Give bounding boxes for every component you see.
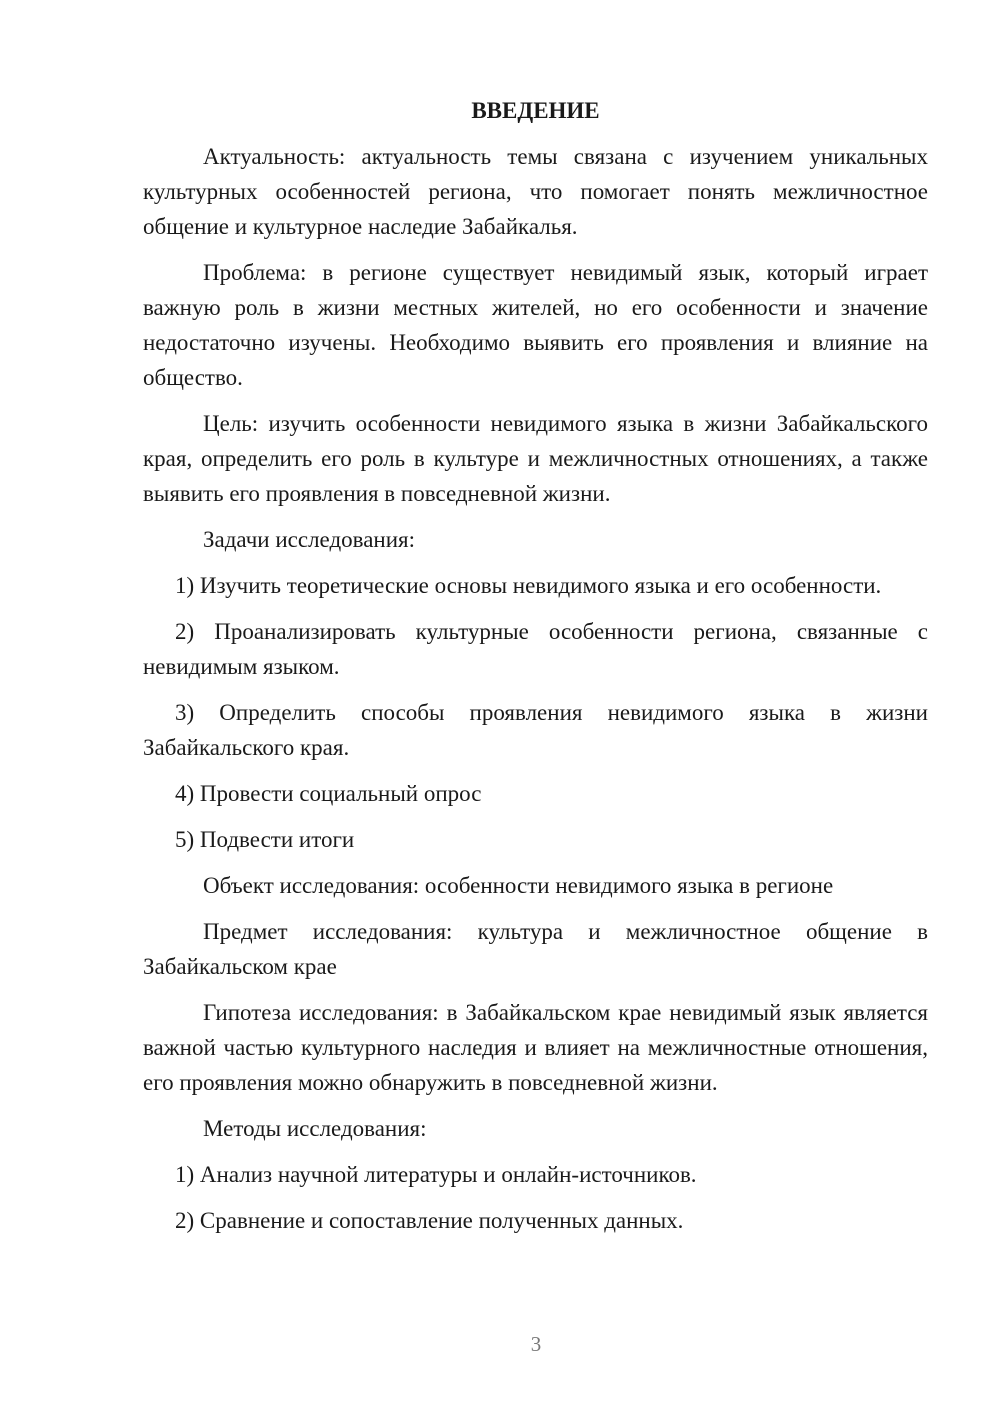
- list-item: 2) Проанализировать культурные особенности региона, связанные с невидимым языком.: [143, 619, 928, 679]
- tasks-list: [143, 568, 928, 857]
- relevance-paragraph: Актуальность: актуальность темы связана с изучением уникальных культурных особенностей региона, что помогает понять межличностное общение и культурное наследие Забайкалья.: [143, 144, 928, 239]
- tasks-title: Задачи исследования:: [203, 527, 416, 552]
- list-item: 3) Определить способы проявления невидимого языка в жизни Забайкальского края.: [143, 700, 928, 760]
- list-item: 2) Сравнение и сопоставление полученных данных.: [175, 1208, 684, 1233]
- page-number: 3: [530, 1332, 542, 1356]
- list-item: 1) Изучить теоретические основы невидимого языка и его особенности.: [175, 573, 882, 598]
- section-heading: ВВЕДЕНИЕ: [471, 98, 600, 123]
- list-item: 4) Провести социальный опрос: [175, 781, 482, 806]
- object-paragraph: Объект исследования: особенности невидимого языка в регионе: [203, 873, 834, 898]
- hypothesis-paragraph: Гипотеза исследования: в Забайкальском крае невидимый язык является важной частью культурного наследия и влияет на межличностные отношения, его проявления можно обнаружить в повседневной жизни.: [143, 1000, 928, 1095]
- document-page: [143, 94, 928, 1238]
- list-item: 5) Подвести итоги: [175, 827, 355, 852]
- methods-title: Методы исследования:: [203, 1116, 427, 1141]
- list-item: 1) Анализ научной литературы и онлайн-источников.: [175, 1162, 697, 1187]
- subject-paragraph: Предмет исследования: культура и межличностное общение в Забайкальском крае: [143, 919, 928, 979]
- goal-paragraph: Цель: изучить особенности невидимого языка в жизни Забайкальского края, определить его роль в культуре и межличностных отношениях, а также выявить его проявления в повседневной жизни.: [143, 411, 928, 506]
- methods-list: [143, 1157, 928, 1238]
- problem-paragraph: Проблема: в регионе существует невидимый язык, который играет важную роль в жизни местных жителей, но его особенности и значение недостаточно изучены. Необходимо выявить его проявления и влияние на общество.: [143, 260, 928, 390]
